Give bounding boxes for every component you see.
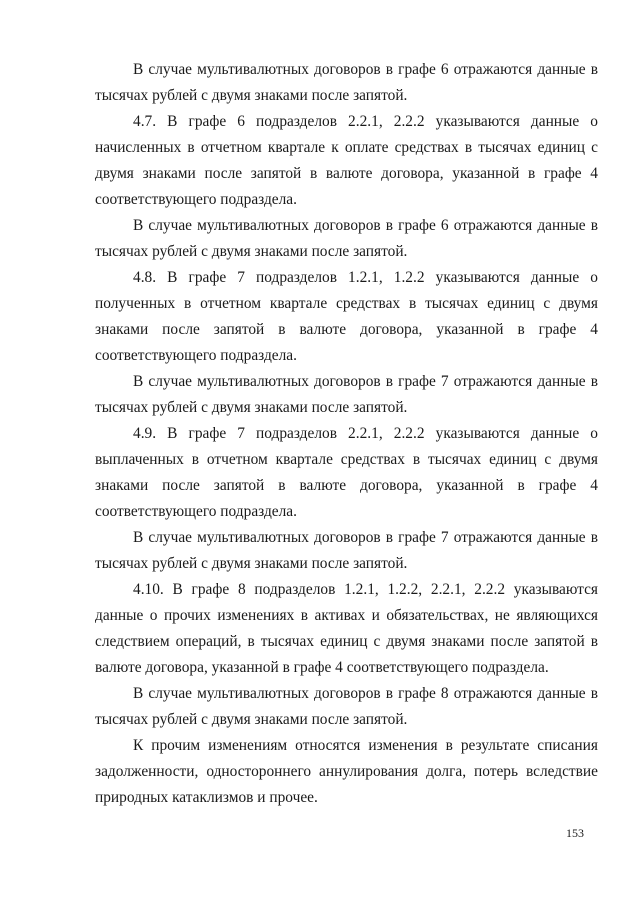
paragraph: В случае мультивалютных договоров в графе 7 отражаются данные в тысячах рублей с двумя знаками после запятой.: [95, 529, 598, 572]
paragraph: В случае мультивалютных договоров в графе 7 отражаются данные в тысячах рублей с двумя знаками после запятой.: [95, 373, 598, 416]
paragraph: 4.10. В графе 8 подразделов 1.2.1, 1.2.2, 2.2.1, 2.2.2 указываются данные о прочих изменениях в активах и обязательствах, не являющихся следствием операций, в тысячах единиц с двумя знаками после запятой в валюте договора, указанной в графе 4 соответствующего подраздела.: [95, 581, 598, 676]
paragraph: 4.9. В графе 7 подразделов 2.2.1, 2.2.2 указываются данные о выплаченных в отчетном квартале средствах в тысячах единиц с двумя знаками после запятой в валюте договора, указанной в графе 4 соответствующего подраздела.: [95, 425, 598, 520]
body-text: [95, 57, 598, 811]
page-number: 153: [566, 826, 584, 840]
paragraph: 4.7. В графе 6 подразделов 2.2.1, 2.2.2 указываются данные о начисленных в отчетном квартале к оплате средствах в тысячах единиц с двумя знаками после запятой в валюте договора, указанной в графе 4 соответствующего подраздела.: [95, 113, 598, 208]
paragraph: 4.8. В графе 7 подразделов 1.2.1, 1.2.2 указываются данные о полученных в отчетном квартале средствах в тысячах единиц с двумя знаками после запятой в валюте договора, указанной в графе 4 соответствующего подраздела.: [95, 269, 598, 364]
paragraph: В случае мультивалютных договоров в графе 8 отражаются данные в тысячах рублей с двумя знаками после запятой.: [95, 685, 598, 728]
paragraph: В случае мультивалютных договоров в графе 6 отражаются данные в тысячах рублей с двумя знаками после запятой.: [95, 61, 598, 104]
paragraph: К прочим изменениям относятся изменения в результате списания задолженности, одностороннего аннулирования долга, потерь вследствие природных катаклизмов и прочее.: [95, 737, 598, 806]
paragraph: В случае мультивалютных договоров в графе 6 отражаются данные в тысячах рублей с двумя знаками после запятой.: [95, 217, 598, 260]
